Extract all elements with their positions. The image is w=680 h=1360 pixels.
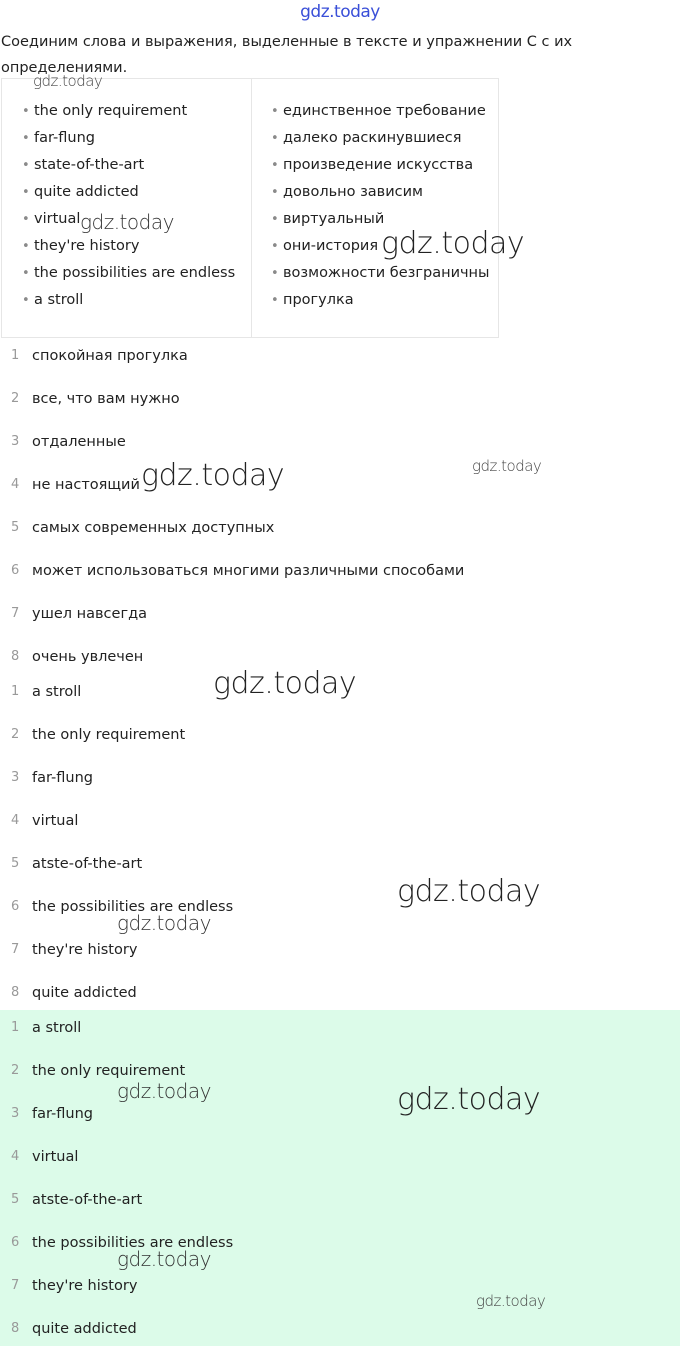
item-number: 4	[11, 1149, 20, 1164]
item-number: 1	[11, 1020, 20, 1035]
list-item	[0, 809, 680, 852]
list-item	[0, 1231, 680, 1274]
answer-list	[0, 1016, 680, 1360]
item-text: может использоваться многими различными способами	[32, 563, 465, 579]
watermark: gdz.today	[33, 72, 103, 90]
item-text: quite addicted	[32, 985, 137, 1001]
answer-box	[0, 1010, 680, 1346]
watermark: gdz.today	[117, 1247, 211, 1271]
watermark: gdz.today	[117, 1079, 211, 1103]
item-text: отдаленные	[32, 434, 126, 450]
item-text: atste-of-the-art	[32, 856, 143, 872]
list-item	[0, 1102, 680, 1145]
list-item	[0, 852, 680, 895]
watermark: gdz.today	[117, 911, 211, 935]
item-text: a stroll	[32, 1020, 82, 1036]
item-text: the possibilities are endless	[32, 899, 234, 915]
watermark: gdz.today	[213, 666, 357, 701]
item-number: 8	[11, 649, 20, 664]
list-item: • прогулка	[271, 287, 499, 314]
list-item	[0, 344, 680, 387]
item-text: не настоящий	[32, 477, 140, 493]
item-number: 5	[11, 1192, 20, 1207]
site-title[interactable]: gdz.today	[300, 2, 380, 22]
vocabulary-table	[1, 78, 499, 338]
list-item: • the possibilities are endless	[22, 260, 251, 287]
item-text: a stroll	[32, 684, 82, 700]
list-item	[0, 473, 680, 516]
list-item	[0, 895, 680, 938]
item-number: 6	[11, 563, 20, 578]
list-item	[0, 430, 680, 473]
item-number: 6	[11, 899, 20, 914]
list-item	[0, 1059, 680, 1102]
list-item: • virtual	[22, 206, 251, 233]
list-item: • far-flung	[22, 125, 251, 152]
task-instruction: Соединим слова и выражения, выделенные в тексте и упражнении C с их определениями.	[1, 34, 573, 76]
list-item: • state-of-the-art	[22, 152, 251, 179]
item-text: they're history	[32, 1278, 138, 1294]
item-text: far-flung	[32, 1106, 93, 1122]
list-item	[0, 387, 680, 430]
item-number: 8	[11, 1321, 20, 1336]
list-item	[0, 602, 680, 645]
item-text: ушел навсегда	[32, 606, 147, 622]
list-item	[0, 1274, 680, 1317]
item-text: the only requirement	[32, 727, 186, 743]
item-number: 3	[11, 770, 20, 785]
list-item	[0, 1016, 680, 1059]
list-item	[0, 938, 680, 981]
watermark: gdz.today	[397, 874, 541, 909]
watermark: gdz.today	[397, 1082, 541, 1117]
list-item	[0, 516, 680, 559]
list-item: • они-история	[271, 233, 499, 260]
item-number: 2	[11, 391, 20, 406]
list-item	[0, 1317, 680, 1360]
item-number: 8	[11, 985, 20, 1000]
list-item	[0, 1188, 680, 1231]
item-number: 7	[11, 1278, 20, 1293]
item-text: самых современных доступных	[32, 520, 275, 536]
watermark: gdz.today	[472, 457, 542, 475]
list-item: • возможности безграничны	[271, 260, 499, 287]
item-number: 6	[11, 1235, 20, 1250]
english-column	[2, 79, 252, 337]
list-item: • виртуальный	[271, 206, 499, 233]
matches-list	[0, 680, 680, 1024]
list-item: • единственное требование	[271, 98, 499, 125]
item-number: 4	[11, 477, 20, 492]
list-item	[0, 559, 680, 602]
item-number: 3	[11, 1106, 20, 1121]
item-number: 5	[11, 520, 20, 535]
item-number: 1	[11, 684, 20, 699]
list-item	[0, 723, 680, 766]
list-item: • произведение искусства	[271, 152, 499, 179]
list-item: • довольно зависим	[271, 179, 499, 206]
item-number: 7	[11, 606, 20, 621]
item-text: far-flung	[32, 770, 93, 786]
list-item: • a stroll	[22, 287, 251, 314]
list-item: • далеко раскинувшиеся	[271, 125, 499, 152]
watermark: gdz.today	[141, 458, 285, 493]
watermark: gdz.today	[476, 1292, 546, 1310]
item-text: the possibilities are endless	[32, 1235, 234, 1251]
item-number: 2	[11, 1063, 20, 1078]
list-item: • quite addicted	[22, 179, 251, 206]
list-item: • they're history	[22, 233, 251, 260]
item-number: 3	[11, 434, 20, 449]
list-item: • the only requirement	[22, 98, 251, 125]
item-text: спокойная прогулка	[32, 348, 188, 364]
item-number: 7	[11, 942, 20, 957]
item-number: 4	[11, 813, 20, 828]
list-item	[0, 766, 680, 809]
item-text: they're history	[32, 942, 138, 958]
item-text: все, что вам нужно	[32, 391, 180, 407]
russian-column	[251, 79, 499, 337]
item-text: virtual	[32, 1149, 79, 1165]
item-number: 5	[11, 856, 20, 871]
watermark: gdz.today	[381, 226, 525, 261]
item-number: 2	[11, 727, 20, 742]
item-text: quite addicted	[32, 1321, 137, 1337]
item-text: очень увлечен	[32, 649, 144, 665]
item-text: the only requirement	[32, 1063, 186, 1079]
list-item	[0, 1145, 680, 1188]
item-text: atste-of-the-art	[32, 1192, 143, 1208]
definitions-list	[0, 344, 680, 688]
watermark: gdz.today	[80, 210, 174, 234]
item-number: 1	[11, 348, 20, 363]
item-text: virtual	[32, 813, 79, 829]
